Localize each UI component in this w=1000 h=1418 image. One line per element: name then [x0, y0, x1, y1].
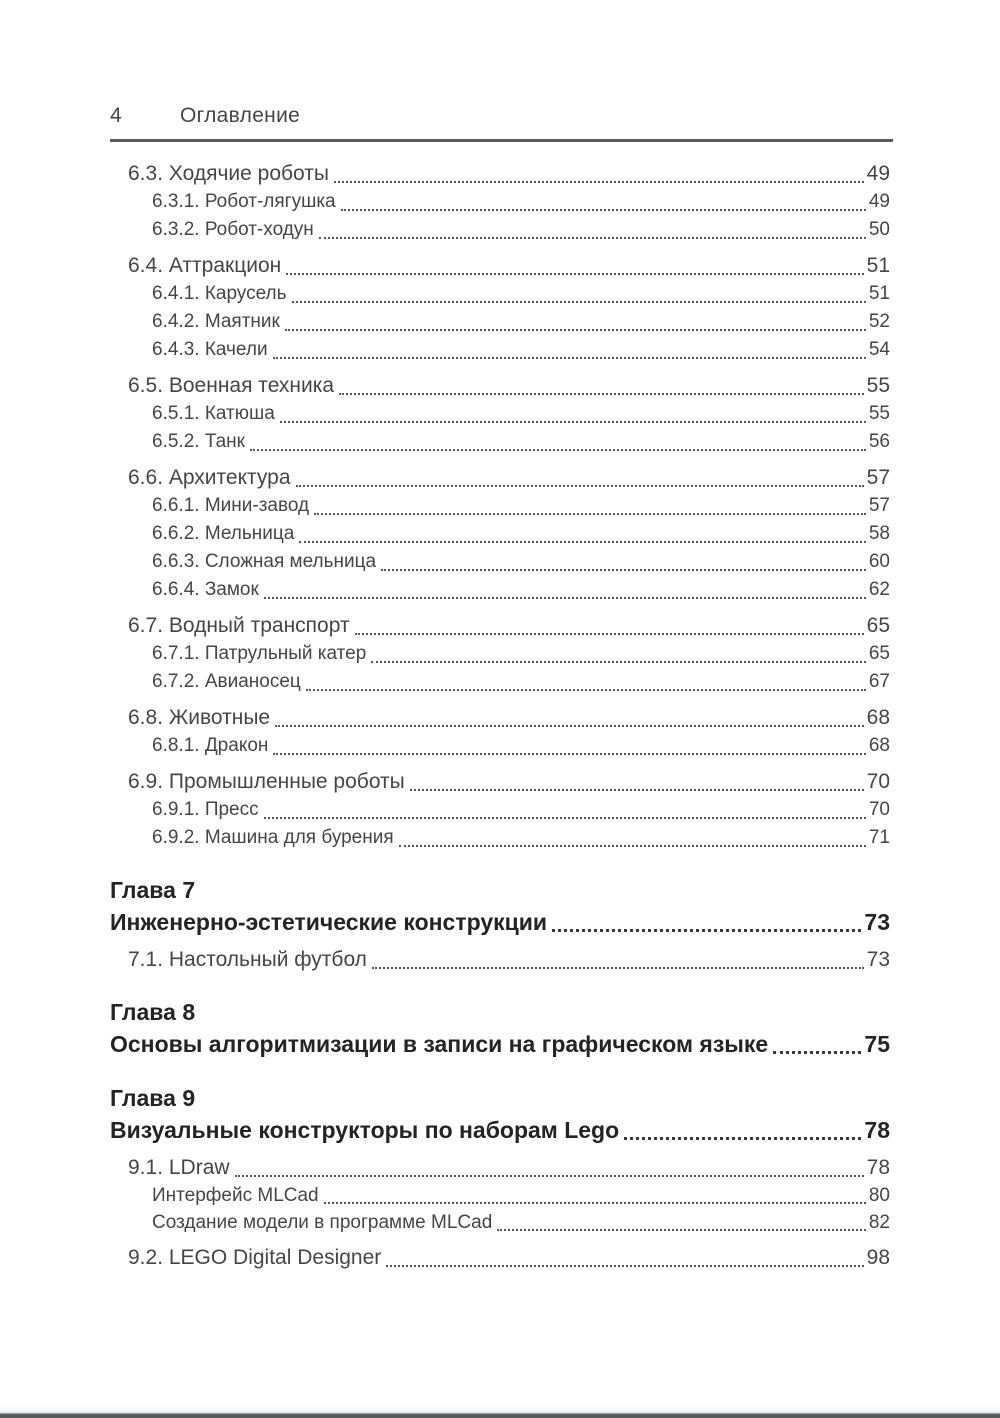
toc-entry-page-number: 49 — [868, 191, 890, 212]
toc-entry-label: 6.9.1. Пресс — [152, 799, 259, 820]
toc-entry-page-number: 55 — [866, 374, 890, 397]
toc-entry — [110, 704, 890, 732]
header-rule — [110, 139, 893, 142]
toc-entry-label: 6.3. Ходячие роботы — [128, 162, 329, 185]
toc-entry-page-number: 68 — [868, 735, 890, 756]
toc-entry — [110, 1244, 890, 1272]
toc-entry — [110, 280, 890, 308]
toc-entry-page-number: 58 — [868, 523, 890, 544]
toc-entry-label: 6.4.2. Маятник — [152, 311, 280, 332]
toc-dot-leader — [497, 1229, 866, 1231]
toc-entry-page-number: 57 — [868, 495, 890, 516]
toc-chapter-title-row — [110, 1028, 890, 1060]
toc-entry-page-number: 51 — [868, 283, 890, 304]
toc-dot-leader — [280, 421, 866, 423]
toc-entry — [110, 1209, 890, 1236]
toc-entry-label: 6.7. Водный транспорт — [128, 614, 350, 637]
toc-entry-label: 9.1. LDraw — [128, 1156, 230, 1179]
toc-chapter-block — [110, 874, 890, 938]
table-of-contents — [110, 152, 890, 1272]
toc-dot-leader — [264, 597, 866, 599]
toc-dot-leader — [341, 209, 866, 211]
toc-chapter-title-row — [110, 906, 890, 938]
toc-entry — [110, 188, 890, 216]
toc-entry-label: 9.2. LEGO Digital Designer — [128, 1246, 382, 1269]
toc-dot-leader — [372, 967, 864, 969]
toc-entry-label: 6.3.2. Робот-ходун — [152, 219, 314, 240]
toc-dot-leader — [314, 513, 866, 515]
toc-dot-leader — [410, 789, 864, 791]
toc-entry-label: 6.5.1. Катюша — [152, 403, 275, 424]
toc-entry-page-number: 70 — [866, 770, 890, 793]
toc-chapter-block — [110, 996, 890, 1060]
toc-entry-page-number: 67 — [868, 671, 890, 692]
toc-entry — [110, 336, 890, 364]
toc-dot-leader — [286, 273, 863, 275]
toc-dot-leader — [285, 329, 866, 331]
toc-entry — [110, 372, 890, 400]
toc-entry-label: 6.9. Промышленные роботы — [128, 770, 405, 793]
toc-entry-label: 6.3.1. Робот-лягушка — [152, 191, 336, 212]
toc-entry — [110, 668, 890, 696]
toc-entry-label: 6.8.1. Дракон — [152, 735, 269, 756]
toc-chapter-title-row — [110, 1114, 890, 1146]
toc-entry-page-number: 71 — [868, 827, 890, 848]
toc-entry — [110, 946, 890, 974]
toc-entry-page-number: 75 — [864, 1031, 890, 1057]
toc-dot-leader — [624, 1137, 861, 1140]
toc-entry-label: 6.6.3. Сложная мельница — [152, 551, 377, 572]
running-head — [110, 104, 893, 128]
toc-dot-leader — [381, 569, 866, 571]
toc-dot-leader — [386, 1265, 863, 1267]
toc-dot-leader — [773, 1051, 861, 1054]
toc-entry — [110, 612, 890, 640]
toc-entry-page-number: 54 — [868, 339, 890, 360]
toc-entry — [110, 1182, 890, 1209]
toc-dot-leader — [264, 817, 866, 819]
toc-entry-label: Инженерно-эстетические конструкции — [110, 909, 548, 935]
toc-dot-leader — [339, 393, 864, 395]
toc-dot-leader — [324, 1202, 866, 1204]
toc-entry-label: 6.9.2. Машина для бурения — [152, 827, 394, 848]
toc-entry-page-number: 65 — [866, 614, 890, 637]
toc-entry-label: 6.7.2. Авианосец — [152, 671, 301, 692]
toc-entry-label: 6.6.2. Мельница — [152, 523, 295, 544]
toc-entry-label: Интерфейс MLCad — [152, 1185, 319, 1206]
toc-dot-leader — [552, 929, 861, 932]
toc-entry-page-number: 78 — [864, 1117, 890, 1143]
toc-entry-label: 6.4.1. Карусель — [152, 283, 287, 304]
toc-chapter-block — [110, 1082, 890, 1146]
toc-dot-leader — [273, 753, 865, 755]
toc-entry-label: Основы алгоритмизации в записи на графическом языке — [110, 1031, 769, 1057]
toc-dot-leader — [399, 845, 866, 847]
toc-entry — [110, 428, 890, 456]
toc-entry-label: 6.5.2. Танк — [152, 431, 245, 452]
toc-entry-page-number: 78 — [866, 1156, 890, 1179]
toc-entry-page-number: 50 — [868, 219, 890, 240]
toc-entry — [110, 464, 890, 492]
toc-chapter-kicker: Глава 7 — [110, 877, 196, 903]
toc-dot-leader — [273, 357, 866, 359]
toc-entry-page-number: 68 — [866, 706, 890, 729]
toc-entry-page-number: 57 — [866, 466, 890, 489]
toc-entry — [110, 640, 890, 668]
toc-entry — [110, 308, 890, 336]
running-head-title: Оглавление — [180, 104, 301, 127]
toc-dot-leader — [306, 689, 866, 691]
toc-dot-leader — [235, 1175, 864, 1177]
toc-entry — [110, 160, 890, 188]
toc-entry — [110, 824, 890, 852]
toc-entry — [110, 732, 890, 760]
toc-entry-label: 6.6.4. Замок — [152, 579, 259, 600]
toc-entry-label: Визуальные конструкторы по наборам Lego — [110, 1117, 620, 1143]
toc-entry-label: 6.6.1. Мини-завод — [152, 495, 310, 516]
toc-dot-leader — [275, 725, 864, 727]
toc-entry-page-number: 73 — [864, 909, 890, 935]
toc-entry — [110, 768, 890, 796]
toc-entry-page-number: 49 — [866, 162, 890, 185]
toc-entry — [110, 548, 890, 576]
toc-entry — [110, 1154, 890, 1182]
toc-dot-leader — [334, 181, 864, 183]
toc-entry — [110, 216, 890, 244]
toc-chapter-kicker: Глава 9 — [110, 1085, 196, 1111]
toc-entry-label: 6.4.3. Качели — [152, 339, 268, 360]
toc-entry — [110, 400, 890, 428]
toc-entry-page-number: 70 — [868, 799, 890, 820]
toc-entry-label: 6.4. Аттракцион — [128, 254, 282, 277]
toc-entry-label: 6.5. Военная техника — [128, 374, 335, 397]
toc-dot-leader — [319, 237, 866, 239]
toc-entry-label: 7.1. Настольный футбол — [128, 948, 367, 971]
toc-dot-leader — [292, 301, 866, 303]
toc-entry-page-number: 62 — [868, 579, 890, 600]
toc-entry-page-number: 82 — [868, 1212, 890, 1233]
toc-entry — [110, 252, 890, 280]
toc-entry-page-number: 98 — [866, 1246, 890, 1269]
toc-entry-label: Создание модели в программе MLCad — [152, 1212, 493, 1233]
toc-entry-label: 6.8. Животные — [128, 706, 271, 729]
toc-entry-page-number: 73 — [866, 948, 890, 971]
toc-dot-leader — [296, 485, 864, 487]
toc-entry-page-number: 60 — [868, 551, 890, 572]
toc-entry-page-number: 51 — [866, 254, 890, 277]
toc-entry-page-number: 52 — [868, 311, 890, 332]
page-bottom-edge — [0, 1404, 1000, 1418]
toc-entry-page-number: 55 — [868, 403, 890, 424]
toc-dot-leader — [355, 633, 864, 635]
toc-entry — [110, 576, 890, 604]
toc-dot-leader — [371, 661, 866, 663]
toc-entry — [110, 520, 890, 548]
toc-entry-page-number: 65 — [868, 643, 890, 664]
toc-entry-page-number: 80 — [868, 1185, 890, 1206]
toc-entry-label: 6.7.1. Патрульный катер — [152, 643, 367, 664]
toc-entry-page-number: 56 — [868, 431, 890, 452]
folio-page-number: 4 — [110, 104, 122, 127]
toc-chapter-kicker: Глава 8 — [110, 999, 196, 1025]
toc-entry — [110, 492, 890, 520]
toc-dot-leader — [299, 541, 866, 543]
toc-dot-leader — [250, 449, 866, 451]
toc-entry — [110, 796, 890, 824]
toc-entry-label: 6.6. Архитектура — [128, 466, 291, 489]
